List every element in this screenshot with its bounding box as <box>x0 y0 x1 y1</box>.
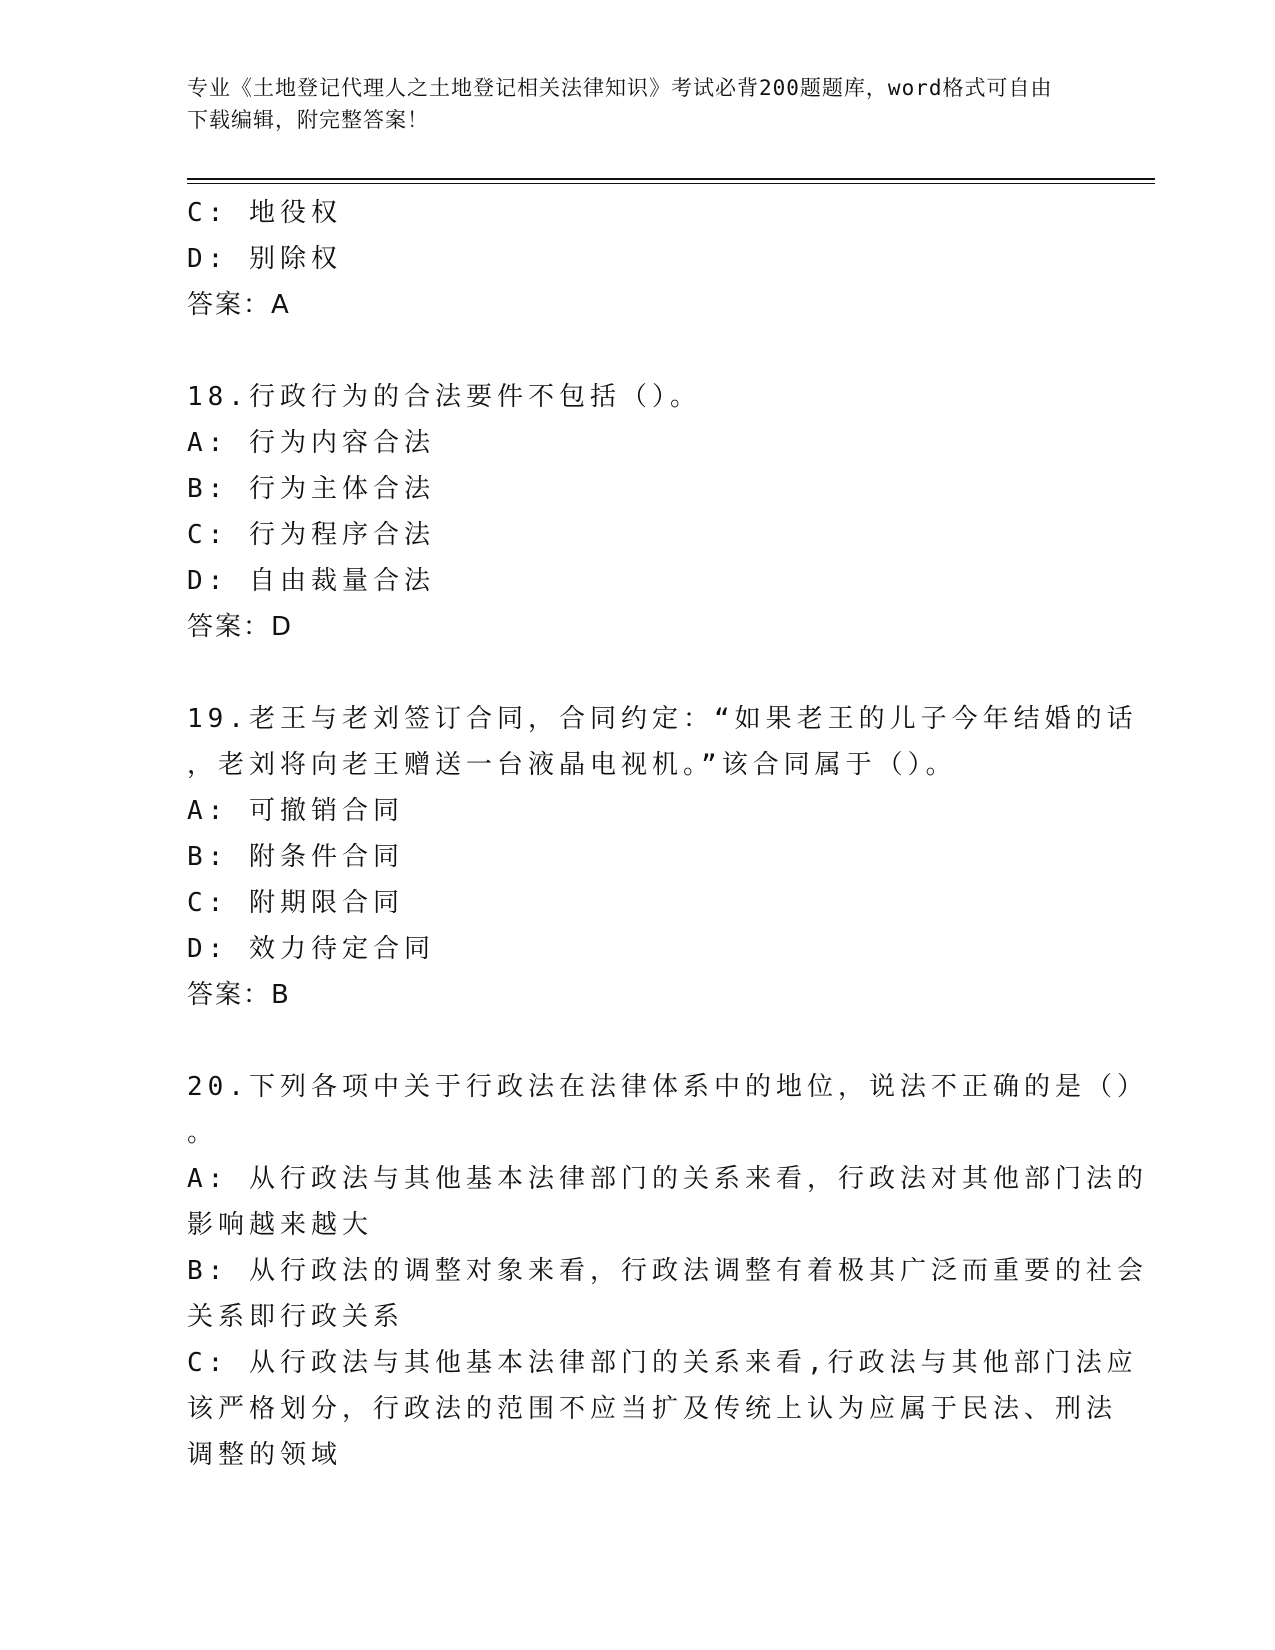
q20-option-c-line-2: 该严格划分，行政法的范围不应当扩及传统上认为应属于民法、刑法 <box>187 1394 1118 1424</box>
q20-option-c-line-1: C: 从行政法与其他基本法律部门的关系来看,行政法与其他部门法应 <box>187 1348 1138 1378</box>
q19-answer: 答案：B <box>187 980 291 1010</box>
q19-option-b: B: 附条件合同 <box>187 842 404 872</box>
spacer <box>187 1018 1087 1064</box>
q19-option-a: A: 可撤销合同 <box>187 796 404 826</box>
q19-option-d: D: 效力待定合同 <box>187 934 435 964</box>
q20-option-b-line-1: B: 从行政法的调整对象来看，行政法调整有着极其广泛而重要的社会 <box>187 1256 1148 1286</box>
q18-stem: 18.行政行为的合法要件不包括（）。 <box>187 382 701 412</box>
page-header: 专业《土地登记代理人之土地登记相关法律知识》考试必背200题题库，word格式可自由下载编辑，附完整答案！ <box>187 76 1053 132</box>
q18-option-b: B: 行为主体合法 <box>187 474 435 504</box>
q18-answer: 答案：D <box>187 612 294 642</box>
q18-option-d: D: 自由裁量合法 <box>187 566 435 596</box>
q18-option-a: A: 行为内容合法 <box>187 428 435 458</box>
question-content <box>187 190 1148 1478</box>
q20-option-a-line-2: 影响越来越大 <box>187 1210 374 1240</box>
q17-option-c: C: 地役权 <box>187 198 342 228</box>
header-divider <box>187 178 1155 184</box>
q20-option-a-line-1: A: 从行政法与其他基本法律部门的关系来看，行政法对其他部门法的 <box>187 1164 1148 1194</box>
q19-stem-line-2: ，老刘将向老王赠送一台液晶电视机。”该合同属于（）。 <box>187 750 957 780</box>
q18-option-c: C: 行为程序合法 <box>187 520 435 550</box>
q20-stem-line-1: 20.下列各项中关于行政法在法律体系中的地位，说法不正确的是（） <box>187 1072 1148 1102</box>
spacer <box>187 650 1087 696</box>
q19-stem-line-1: 19.老王与老刘签订合同，合同约定：“如果老王的儿子今年结婚的话 <box>187 704 1138 734</box>
q20-option-b-line-2: 关系即行政关系 <box>187 1302 405 1332</box>
spacer <box>187 328 1087 374</box>
q17-answer: 答案：A <box>187 290 291 320</box>
q20-option-c-line-3: 调整的领域 <box>187 1440 343 1470</box>
q20-stem-line-2: 。 <box>187 1118 219 1148</box>
q17-option-d: D: 别除权 <box>187 244 342 274</box>
q19-option-c: C: 附期限合同 <box>187 888 404 918</box>
